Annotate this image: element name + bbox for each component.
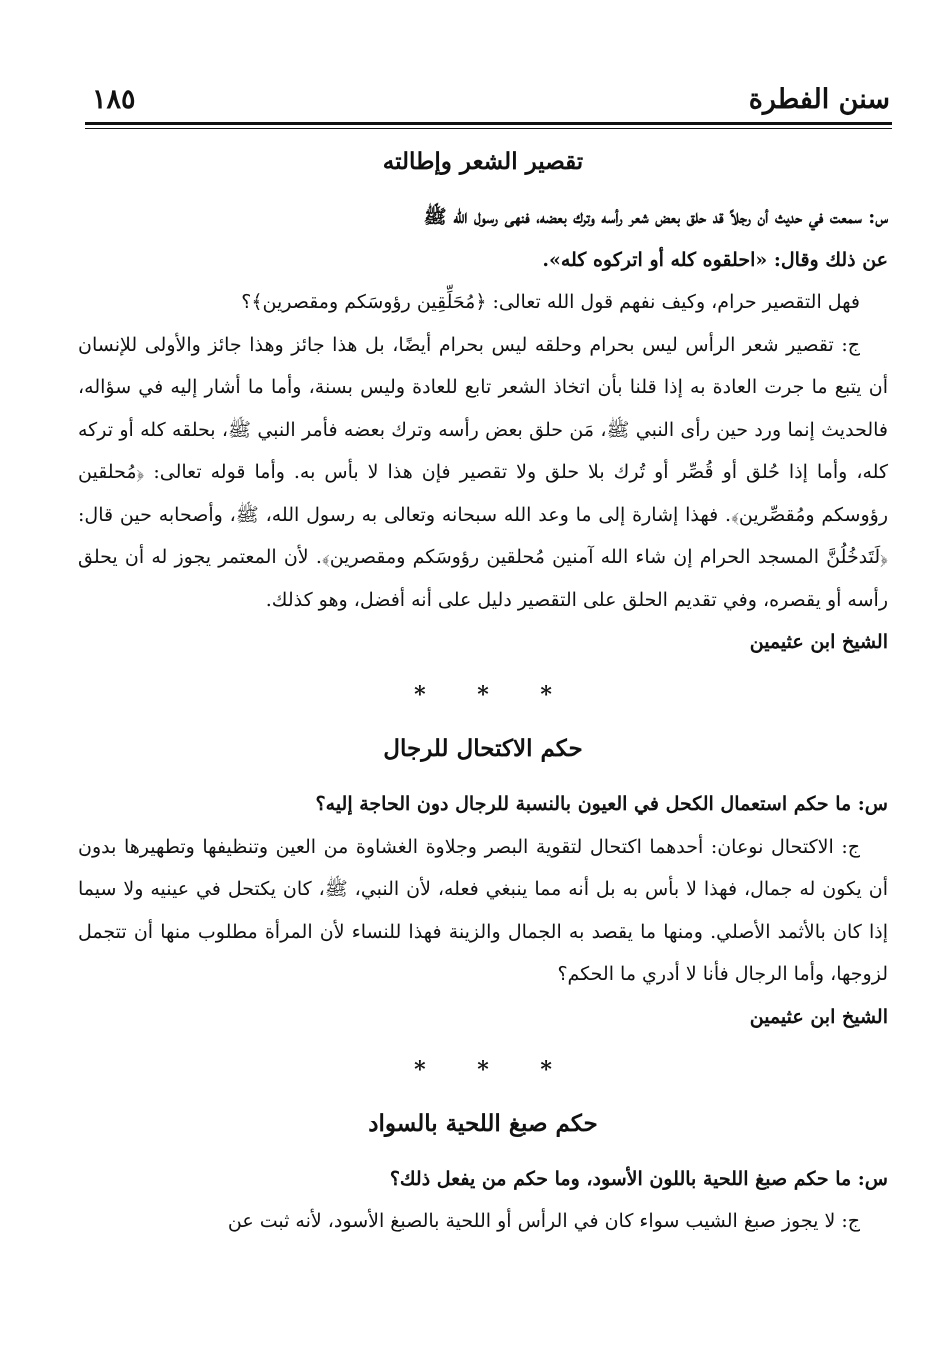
page-content [78,140,888,1243]
signature: الشيخ ابن عثيمين [749,1005,888,1028]
section-separator: * * * [414,1056,574,1083]
question-text: س: ما حكم صبغ اللحية باللون الأسود، وما حكم من يفعل ذلك؟ [389,1167,888,1190]
answer-text: ج: الاكتحال نوعان: أحدهما اكتحال لتقوية البصر وجلاوة الغشاوة من العين وتنظيفها وتطهيرها بدون أن يكون له جمال، فهذا لا بأس به بل أنه مما ينبغي فعله، لأن النبي، ﷺ، كان يكتحل في عينيه ولا سيما إذا كان بالأثمد الأصلي. ومنها ما يقصد به الجمال والزينة فهذا للنساء لأن المرأة مطلوب منها أن تتجمل لزوجها، وأما الرجال فأنا لا أدري ما الحكم؟ [78,835,888,985]
question-text: س: سمعت في حديث أن رجلاً قد حلق بعض شعر رأسه وترك بعضه، فنهى رسول الله ﷺ [423,206,888,228]
question-text: س: ما حكم استعمال الكحل في العيون بالنسبة للرجال دون الحاجة إليه؟ [315,793,888,815]
question-text: فهل التقصير حرام، وكيف نفهم قول الله تعالى: ﴿مُحَلِّقِين رؤوسَكم ومقصرين﴾؟ [241,291,860,313]
header-rule-thick [85,122,892,125]
signature: الشيخ ابن عثيمين [749,631,888,653]
book-title: سنن الفطرة [748,84,890,115]
answer-text: ج: لا يجوز صبغ الشيب سواء كان في الرأس أو اللحية بالصبغ الأسود، لأنه ثبت عن [227,1210,860,1232]
section-title: حكم صبغ اللحية بالسواد [368,1109,598,1137]
page-header [80,84,890,124]
section-title: تقصير الشعر وإطالته [382,148,584,175]
question-text: عن ذلك وقال: «احلقوه كله أو اتركوه كله». [542,248,888,271]
header-rule-thin [85,128,892,129]
page-number: ١٨٥ [92,84,136,115]
answer-text: ج: تقصير شعر الرأس ليس بحرام وحلقه ليس بحرام أيضًا، بل هذا جائز وهذا جائز والأولى للإنسان أن يتبع ما جرت العادة به إذا قلنا بأن اتخاذ الشعر تابع للعادة وليس بسنة، وأما ما أشار إليه في سؤاله، فالحديث إنما ورد حين رأى النبي ﷺ، مَن حلق بعض رأسه وترك بعضه فأمر النبي ﷺ، بحلقه كله أو تركه كله، وأما إذا حُلق أو قُصِّر أو تُرك بلا حلق ولا تقصير فإن هذا لا بأس به. وأما قوله تعالى: ﴿مُحلقين رؤوسكم ومُقصِّرين﴾. فهذا إشارة إلى ما وعد الله سبحانه وتعالى به رسول الله، ﷺ، وأصحابه حين قال: ﴿لَتَدخُلُنَّ المسجد الحرام إن شاء الله آمنين مُحلقين رؤوسَكم ومقصرين﴾. لأن المعتمر يجوز له أن يحلق رأسه أو يقصره، وفي تقديم الحلق على التقصير دليل على أنه أفضل، وهو كذلك. [78,333,888,611]
section-separator: * * * [414,682,574,708]
section-title: حكم الاكتحال للرجال [383,735,583,762]
